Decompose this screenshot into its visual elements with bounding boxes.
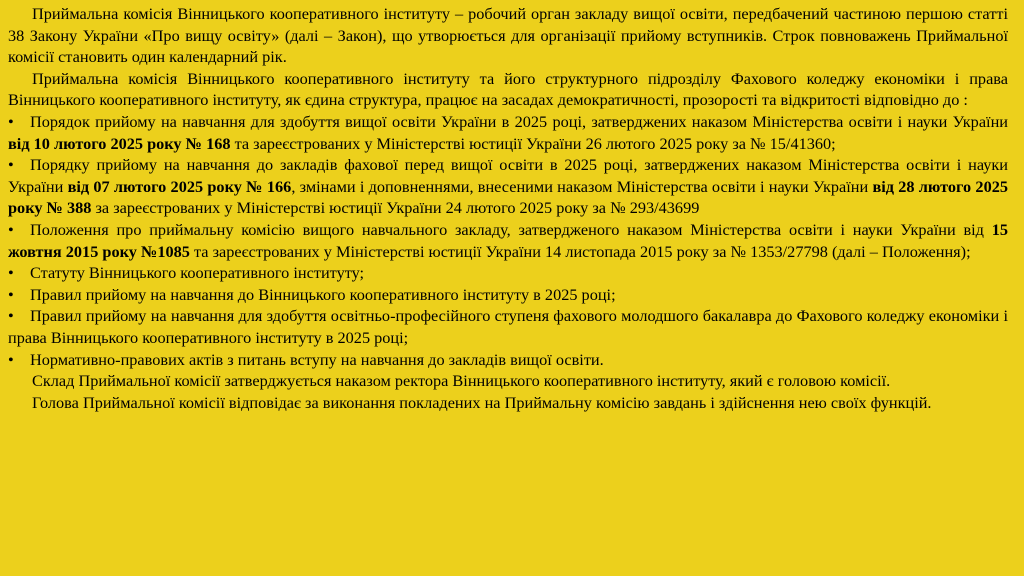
bullet-item-6: [8, 305, 1008, 348]
bullet-3-text-b: та зареєстрованих у Міністерстві юстиції України 14 листопада 2015 року за № 1353/27798 (далі – Положення);: [189, 241, 971, 261]
bullet-3-bold-ref: 15 жовтня 2015 року №1085: [8, 219, 1008, 261]
intro-paragraph-1: Приймальна комісія Вінницького кооперативного інституту – робочий орган закладу вищої освіти, передбачений частиною першою статті 38 Закону України «Про вищу освіту» (далі – Закон), що утворюється для організації прийому вступників. Строк повноважень Приймальної комісії становить один календарний рік.: [8, 4, 1008, 67]
bullet-2-bold-ref-1: від 07 лютого 2025 року № 166: [67, 176, 292, 196]
closing-paragraph-1: Склад Приймальної комісії затверджується наказом ректора Вінницького кооперативного інституту, який є головою комісії.: [32, 371, 891, 391]
bullet-item-7: [8, 349, 1008, 371]
intro-paragraph-2: Приймальна комісія Вінницького кооперативного інституту та його структурного підрозділу Фахового коледжу економіки і права Вінницького кооперативного інституту, як єдина структура, працює на засадах демократичності, прозорості та відкритості відповідно до :: [8, 68, 1008, 110]
bullet-7-text: Нормативно-правових актів з питань вступу на навчання до закладів вищої освіти.: [30, 349, 604, 369]
bullet-1-bold-ref: від 10 лютого 2025 року № 168: [8, 133, 231, 153]
bullet-item-2: [8, 154, 1008, 219]
bullet-4-text: Статуту Вінницького кооперативного інституту;: [30, 263, 365, 283]
bullet-3-text-a: Положення про приймальну комісію вищого навчального закладу, затвердженого наказом Міністерства освіти і науки України від: [30, 219, 992, 239]
bullet-marker: •: [8, 284, 14, 304]
bullet-1-text-b: та зареєстрованих у Міністерстві юстиції України 26 лютого 2025 року за № 15/41360;: [230, 133, 836, 153]
bullet-2-text-a: Порядку прийому на навчання до закладів фахової перед вищої освіти в 2025 році, затверджених наказом Міністерства освіти і науки України: [8, 155, 1008, 196]
bullet-item-4: [8, 262, 1008, 284]
bullet-item-1: [8, 111, 1008, 154]
bullet-6-text: Правил прийому на навчання для здобуття освітньо-професійного ступеня фахового молодшого бакалавра до Фахового коледжу економіки і права Вінницького кооперативного інституту в 2025 році;: [8, 306, 1008, 347]
bullet-marker: •: [8, 349, 14, 369]
bullet-marker: •: [8, 155, 14, 175]
bullet-marker: •: [8, 263, 14, 283]
bullet-item-5: [8, 284, 1008, 306]
bullet-5-text: Правил прийому на навчання до Вінницького кооперативного інституту в 2025 році;: [30, 284, 616, 304]
bullet-marker: •: [8, 219, 14, 239]
bullet-2-bold-ref-2: від 28 лютого 2025 року № 388: [8, 176, 1008, 218]
bullet-marker: •: [8, 111, 14, 131]
bullet-item-3: [8, 219, 1008, 262]
bullet-1-text-a: Порядок прийому на навчання для здобуття вищої освіти України в 2025 році, затверджених наказом Міністерства освіти і науки України: [30, 111, 1008, 131]
closing-paragraph-2: Голова Приймальної комісії відповідає за виконання покладених на Приймальну комісію завдань і здійснення нею своїх функцій.: [32, 392, 932, 412]
bullet-marker: •: [8, 306, 14, 326]
bullet-2-text-c: за зареєстрованих у Міністерстві юстиції України 24 лютого 2025 року за № 293/43699: [91, 198, 700, 218]
bullet-2-text-b: , змінами і доповненнями, внесеними наказом Міністерства освіти і науки України: [291, 176, 873, 196]
